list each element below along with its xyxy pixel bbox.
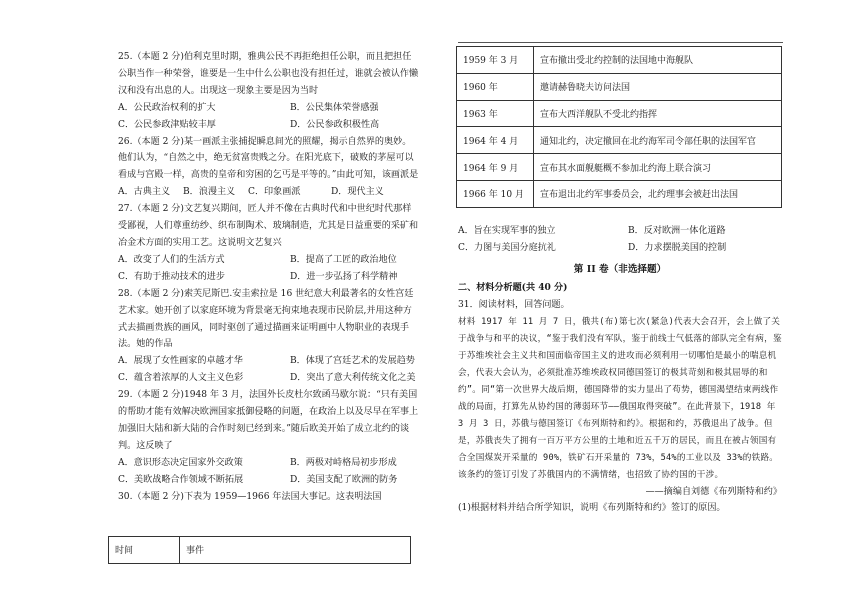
section-heading: 二、材料分析题(共 40 分) (458, 281, 568, 293)
q31-material: 材料 1917 年 11 月 7 日，俄共(布)第七次(紧急)代表大会召开，会上做了关于战争与和平的决议，“鉴于我们没有军队，鉴于前线士气低落的部队完全有病，鉴于苏维埃社会主义共和国面临帝国主义的进攻而必须利用一切哪怕是最小的喘息机会，代表大会认为，必须批准苏维埃政权同德国签订的极其苛刻和极其屈辱的和约”。同“第一次世界大战后期，德国降带的实力显出了苟势，德国渴望结束两线作战的局面，打算先从协约国的薄弱环节——俄国取得突破”。在此背景下，1918 年 3 月 3 日，苏俄与德国签订《布列斯特和约》。根据和约，苏俄退出了战争。但是，苏俄丧失了拥有一百万平方公里的土地和近五千万的居民，而且在被占领国有合全国煤炭开采量的 90%，铁矿石开采量的 73%，54%的工业以及 33%的铁路。该条约的签订引发了苏俄国内的不满情绪，也招致了协约国的干涉。 (458, 316, 782, 480)
q29-options (118, 455, 420, 489)
q30-table-header (108, 536, 411, 564)
q31-subquestion-1: (1)根据材料并结合所学知识，说明《布列斯特和约》签订的原因。 (458, 503, 726, 514)
q27-option-c: C．有助于推动技术的进步 (118, 271, 225, 282)
q30-option-b: B．反对欧洲一体化道路 (628, 226, 726, 236)
q30-stem: 30.（本题 2 分)下表为 1959—1966 年法国大事记。这表明法国 (118, 491, 382, 502)
q30-option-a: A．旨在实现军事的独立 (458, 226, 556, 236)
q25-options (118, 100, 420, 134)
part2-title: 第 II 卷（非选择题） (573, 263, 667, 275)
table-row (109, 537, 411, 564)
top-rule (458, 42, 783, 43)
q26-stem: 26.（本题 2 分)某一画派主张捕捉瞬息间光的照耀，揭示自然界的奥妙。他们认为，“自然之中，绝无贫富贵贱之分。在阳光底下，破败的茅屋可以看成与宫殿一样，高贵的皇帝和穷困的乞丐是平等的。”由此可知，该画派是 (118, 136, 419, 181)
table-cell-time: 1959 年 3 月 (457, 47, 534, 74)
table-cell-time: 1964 年 9 月 (457, 154, 534, 181)
q27-option-b: B．提高了工匠的政治地位 (290, 254, 397, 265)
q30-option-d: D．力求摆脱美国的控制 (628, 242, 727, 253)
q27-options (118, 252, 420, 286)
q28-stem: 28.（本题 2 分)索芙尼斯巴.安圭索拉是 16 世纪意大利最著名的女性宫廷艺术家。她开创了以家庭环境为背景毫无拘束地表现市民阶层,并用这种方式去描画贵族的画风，同时驱创了通过描画来证明画中人物职业的表现手法。她的作品 (118, 288, 414, 350)
q27-option-d: D．进一步弘扬了科学精神 (290, 271, 398, 282)
table-cell-time: 1960 年 (457, 73, 534, 100)
table-row (457, 154, 782, 181)
material-source: ——摘编自刘德《布列斯特和约》 (645, 486, 782, 497)
q27-option-a: A．改变了人们的生活方式 (118, 254, 225, 265)
q25-option-a: A．公民政治权利的扩大 (118, 102, 216, 113)
right-column (458, 223, 782, 517)
q28-option-d: D．突出了意大利传统文化之美 (290, 373, 416, 384)
q30-option-c: C．力图与美国分庭抗礼 (458, 242, 556, 253)
q26-option-c: C．印象画派 (248, 187, 301, 198)
table-cell-event: 宣布大西洋舰队不受北约指挥 (534, 100, 782, 127)
q31-intro: 31．阅读材料，回答问题。 (458, 299, 570, 310)
table-row (457, 73, 782, 100)
q29-option-d: D．美国支配了欧洲的防务 (290, 474, 398, 485)
table-cell-event: 通知北约，决定撤回在北约海军司令部任职的法国军官 (534, 127, 782, 154)
q27-stem: 27.（本题 2 分)文艺复兴期间，匠人并不像在古典时代和中世纪时代那样受鄙视，人们尊重纺纱、织布制陶术、玻璃制造，尤其是日益重要的采矿和冶金术方面的实用工艺。这说明文艺复兴 (118, 204, 419, 248)
q26-option-a: A．古典主义 (118, 187, 171, 198)
q26-options (118, 184, 420, 201)
q28-options (118, 353, 420, 387)
q25-option-b: B．公民集体荣誉感强 (290, 102, 379, 113)
table-header-time: 时间 (109, 537, 180, 564)
table-row (457, 47, 782, 74)
q29-stem: 29.（本题 2 分)1948 年 3 月，法国外长皮杜尔致函马歇尔说：“只有美国的帮助才能有效解决欧洲国家抵御侵略的问题，在政治上以及尽早在军事上加强旧大陆和新大陆的合作时刻已经到来。”随后欧美开始了成立北约的谈判。这反映了 (118, 390, 419, 451)
q28-option-c: C．蕴含着浓厚的人文主义色彩 (118, 373, 244, 384)
table-cell-time: 1963 年 (457, 100, 534, 127)
left-column (118, 49, 420, 505)
table-row (457, 180, 782, 207)
q30-table (456, 46, 782, 208)
q25-option-d: D．公民参政积极性高 (290, 119, 380, 130)
table-cell-event: 邀请赫鲁晓夫访问法国 (534, 73, 782, 100)
table-header-event: 事件 (180, 537, 411, 564)
table-cell-time: 1964 年 4 月 (457, 127, 534, 154)
table-row (457, 100, 782, 127)
q28-option-a: A．展现了女性画家的卓越才华 (118, 356, 243, 367)
table-cell-event: 宣布撤出受北约控制的法国地中海舰队 (534, 47, 782, 74)
table-cell-event: 宣布其水面舰艇概不参加北约海上联合演习 (534, 154, 782, 181)
table-cell-event: 宣布退出北约军事委员会，北约理事会被赶出法国 (534, 180, 782, 207)
q29-option-b: B．两极对峙格局初步形成 (290, 457, 397, 468)
q30-options (458, 223, 782, 257)
table-cell-time: 1966 年 10 月 (457, 180, 534, 207)
q28-option-b: B．体现了宫廷艺术的发展趋势 (290, 356, 415, 367)
q25-stem: 25.（本题 2 分)伯利克里时期，雅典公民不再拒绝担任公职，而且把担任公职当作一种荣誉，谁要是一生中什么公职也没有担任过，谁就会被认作懒汉和没有出息的人。出现这一现象主要是因为当时 (118, 52, 419, 96)
q26-option-b: B．浪漫主义 (183, 187, 236, 198)
q29-option-c: C．美欧战略合作领域不断拓展 (118, 474, 244, 485)
q25-option-c: C．公民参政津贴较丰厚 (118, 119, 216, 130)
table-row (457, 127, 782, 154)
q29-option-a: A．意识形态决定国家外交政策 (118, 457, 243, 468)
q26-option-d: D．现代主义 (331, 187, 384, 198)
